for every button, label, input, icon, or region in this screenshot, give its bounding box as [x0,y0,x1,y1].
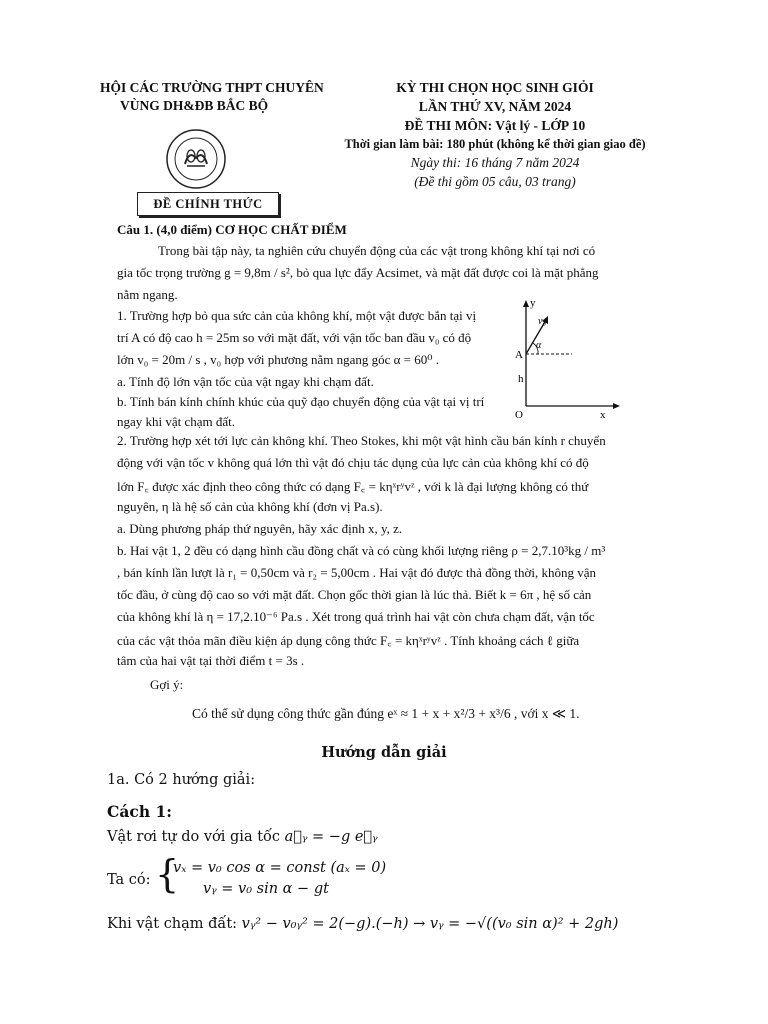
intro-line-2: gia tốc trọng trường g = 9,8m / s², bỏ qua lực đẩy Acsimet, và mặt đất được coi là mặt phẳng [117,265,599,280]
part1-line-6: ngay khi vật chạm đất. [117,414,236,429]
part2-line-8: tốc đầu, ở cùng độ cao so với mặt đất. Chọn gốc thời gian là lúc thả. Biết k = 6π , hệ số cản [117,587,592,602]
official-stamp: ĐỀ CHÍNH THỨC [137,192,279,216]
solution-line-3-text: Khi vật chạm đất: [107,916,242,932]
part1-line-4: a. Tính độ lớn vận tốc của vật ngay khi chạm đất. [117,374,374,389]
solution-line-3-math: vᵧ² − v₀ᵧ² = 2(−g).(−h) → vᵧ = −√((v₀ sin α)² + 2gh) [241,916,619,932]
hint-formula: Có thể sử dụng công thức gần đúng eˣ ≈ 1 + x + x²/3 + x³/6 , với x ≪ 1. [192,706,580,721]
part2-line-3: lớn F꜀ được xác định theo công thức có dạng F꜀ = kηˣrʸvᶻ , với k là đại lượng không có thứ [117,479,589,494]
org-line-2: VÙNG DH&ĐB BẮC BỘ [120,98,269,113]
school-logo-icon [165,128,227,190]
exam-round: LẦN THỨ XV, NĂM 2024 [418,99,572,114]
y-axis-label: y [530,297,536,309]
solution-method: Cách 1: [107,802,172,821]
left-brace-icon: { [155,852,180,896]
height-label: h [518,373,524,385]
part2-line-5: a. Dùng phương pháp thứ nguyên, hãy xác định x, y, z. [117,521,403,536]
part1-line-2: trí A có độ cao h = 25m so với mặt đất, với vận tốc ban đầu v₀ có độ [117,330,472,345]
solution-eq-vx: vₓ = v₀ cos α = const (aₓ = 0) [173,860,387,876]
part1-line-1: 1. Trường hợp bỏ qua sức cản của không khí, một vật được bắn tại vị [117,308,477,323]
solution-eq-vy: vᵧ = v₀ sin α − gt [203,881,329,897]
origin-label: O [515,409,523,421]
org-line-1: HỘI CÁC TRƯỜNG THPT CHUYÊN [100,80,324,95]
organization-header [100,80,330,116]
part2-line-7: , bán kính lần lượt là r₁ = 0,50cm và r₂ = 5,00cm . Hai vật đó được thả đồng thời, không vận [117,565,597,580]
exam-header [330,80,660,193]
exam-subject: ĐỀ THI MÔN: Vật lý - LỚP 10 [404,118,586,133]
exam-date: Ngày thi: 16 tháng 7 năm 2024 [410,155,580,170]
velocity-label: v₀ [538,316,546,327]
part2-line-2: động với vận tốc v không quá lớn thì vật đó chịu tác dụng của lực cản của không khí có độ [117,455,589,470]
solution-line-2-text: Ta có: [107,872,151,888]
solution-line-1-math: a⃗ᵧ = −g e⃗ᵧ [284,829,378,845]
x-axis-label: x [600,409,606,421]
solution-heading: Hướng dẫn giải [321,744,447,761]
question-title: Câu 1. (4,0 điểm) CƠ HỌC CHẤT ĐIỂM [117,222,347,237]
solution-line-1-text: Vật rơi tự do với gia tốc [107,829,285,845]
angle-label: α [536,340,542,351]
solution-line-1 [107,829,378,845]
part2-line-4: nguyên, η là hệ số cản của không khí (đơn vị Pa.s). [117,499,383,514]
point-a-label: A [515,349,523,361]
pages-note: (Đề thi gồm 05 câu, 03 trang) [414,174,576,189]
intro-line-1: Trong bài tập này, ta nghiên cứu chuyển động của các vật trong không khí tại nơi có [158,243,596,258]
part1-line-5: b. Tính bán kính chính khúc của quỹ đạo chuyển động của vật tại vị trí [117,394,485,409]
part2-line-1: 2. Trường hợp xét tới lực cản không khí. Theo Stokes, khi một vật hình cầu bán kính r chuyển [117,433,606,448]
solution-item: 1a. Có 2 hướng giải: [107,772,256,788]
exam-duration: Thời gian làm bài: 180 phút (không kể thời gian giao đề) [344,137,646,151]
trajectory-figure [512,296,622,424]
solution-line-3 [107,916,618,932]
part1-line-3: lớn v₀ = 20m / s , v₀ hợp với phương nằm ngang góc α = 60⁰ . [117,352,439,367]
part2-line-9: của không khí là η = 17,2.10⁻⁶ Pa.s . Xét trong quá trình hai vật còn chưa chạm đất, vận tốc [117,609,595,624]
hint-label: Gợi ý: [150,677,184,692]
part2-line-10: của các vật thỏa mãn điều kiện áp dụng công thức F꜀ = kηˣrʸvᶻ . Tính khoảng cách ℓ giữa [117,633,580,648]
part2-line-11: tâm của hai vật tại thời điểm t = 3s . [117,653,305,668]
intro-line-3: nằm ngang. [117,287,178,302]
exam-title: KỲ THI CHỌN HỌC SINH GIỎI [396,80,594,95]
part2-line-6: b. Hai vật 1, 2 đều có dạng hình cầu đồng chất và có cùng khối lượng riêng ρ = 2,7.10³kg / m³ [117,543,606,558]
